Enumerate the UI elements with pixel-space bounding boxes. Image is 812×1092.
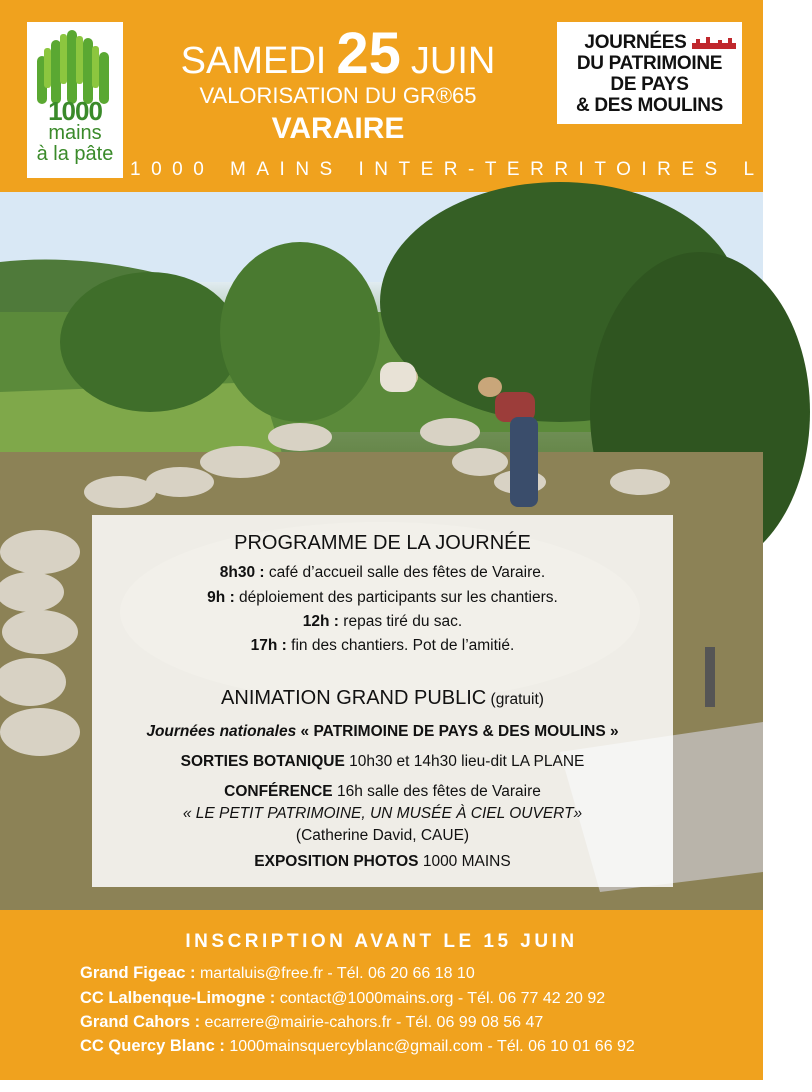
contact-row <box>80 987 760 1010</box>
expo-label: EXPOSITION PHOTOS <box>254 853 419 870</box>
header-banner <box>0 0 812 192</box>
conference-title <box>92 804 673 824</box>
logo-1000-mains <box>27 22 123 178</box>
contact-row <box>80 1035 760 1058</box>
conference-title-text: « LE PETIT PATRIMOINE, UN MUSÉE À CIEL OUVERT» <box>182 805 583 822</box>
logo-right-line-1: JOURNÉES <box>584 32 687 53</box>
expo-line <box>92 852 673 872</box>
castle-icon <box>692 35 736 49</box>
contact-detail: contact@1000mains.org - Tél. 06 77 42 20 92 <box>275 990 606 1007</box>
journees-label: Journées nationales <box>146 723 297 740</box>
contact-detail: ecarrere@mairie-cahors.fr - Tél. 06 99 08 56 47 <box>200 1014 544 1031</box>
sorties-text: 10h30 et 14h30 lieu-dit LA PLANE <box>344 753 585 770</box>
conference-label: CONFÉRENCE <box>224 783 333 800</box>
programme-item <box>92 636 673 656</box>
event-subtitle: VALORISATION DU GR®65 <box>199 83 477 108</box>
event-location: VARAIRE <box>271 112 405 145</box>
hands-icon <box>31 26 119 106</box>
logo-phrase: à la pâte <box>36 143 114 165</box>
logo-journees-patrimoine <box>557 22 742 124</box>
logo-right-line-2: DU PATRIMOINE <box>576 53 723 74</box>
programme-item-time: 9h : <box>207 589 235 606</box>
expo-text: 1000 MAINS <box>418 853 511 870</box>
programme-panel <box>92 515 673 887</box>
inscription-title: INSCRIPTION AVANT LE 15 JUIN <box>185 931 578 952</box>
contact-detail: 1000mainsquercyblanc@gmail.com - Tél. 06 10 01 66 92 <box>224 1038 635 1055</box>
logo-number: 1000 <box>48 96 102 126</box>
programme-item-text: café d’accueil salle des fêtes de Varaire. <box>264 564 546 581</box>
programme-title: PROGRAMME DE LA JOURNÉE <box>234 532 531 554</box>
date-month: JUIN <box>410 40 496 82</box>
inscription-footer <box>0 910 763 1080</box>
sorties-label: SORTIES BOTANIQUE <box>180 753 345 770</box>
contact-name: Grand Cahors : <box>80 1013 201 1031</box>
contact-row <box>80 962 760 985</box>
contact-name: Grand Figeac : <box>80 964 196 982</box>
programme-item-time: 12h : <box>302 613 339 630</box>
tagline: 1000 MAINS INTER-TERRITOIRES LOT <box>130 159 812 180</box>
animation-title <box>92 686 673 712</box>
journees-line <box>92 722 673 742</box>
programme-item <box>92 563 673 583</box>
conference-text: 16h salle des fêtes de Varaire <box>332 783 541 800</box>
logo-right-line-3: DE PAYS <box>610 74 689 95</box>
animation-title-text: ANIMATION GRAND PUBLIC <box>221 687 487 709</box>
conference-speaker: (Catherine David, CAUE) <box>295 827 470 844</box>
programme-item-text: repas tiré du sac. <box>338 613 463 630</box>
logo-right-line-4: & DES MOULINS <box>575 95 724 116</box>
contact-name: CC Quercy Blanc : <box>80 1037 225 1055</box>
sorties-line <box>92 752 673 772</box>
animation-title-note: (gratuit) <box>486 691 544 708</box>
programme-item-time: 8h30 : <box>219 564 265 581</box>
logo-word: mains <box>48 122 102 144</box>
contact-name: CC Lalbenque-Limogne : <box>80 989 276 1007</box>
programme-item <box>92 588 673 608</box>
date-day-name: SAMEDI <box>180 40 327 82</box>
programme-item-time: 17h : <box>250 637 287 654</box>
journees-name: « PATRIMOINE DE PAYS & DES MOULINS » <box>296 723 619 740</box>
programme-item <box>92 612 673 632</box>
conference-line <box>92 782 673 802</box>
programme-item-text: déploiement des participants sur les chantiers. <box>234 589 558 606</box>
contact-detail: martaluis@free.fr - Tél. 06 20 66 18 10 <box>195 965 475 982</box>
programme-item-text: fin des chantiers. Pot de l’amitié. <box>286 637 515 654</box>
contact-row <box>80 1011 760 1034</box>
date-day: 25 <box>336 21 401 86</box>
